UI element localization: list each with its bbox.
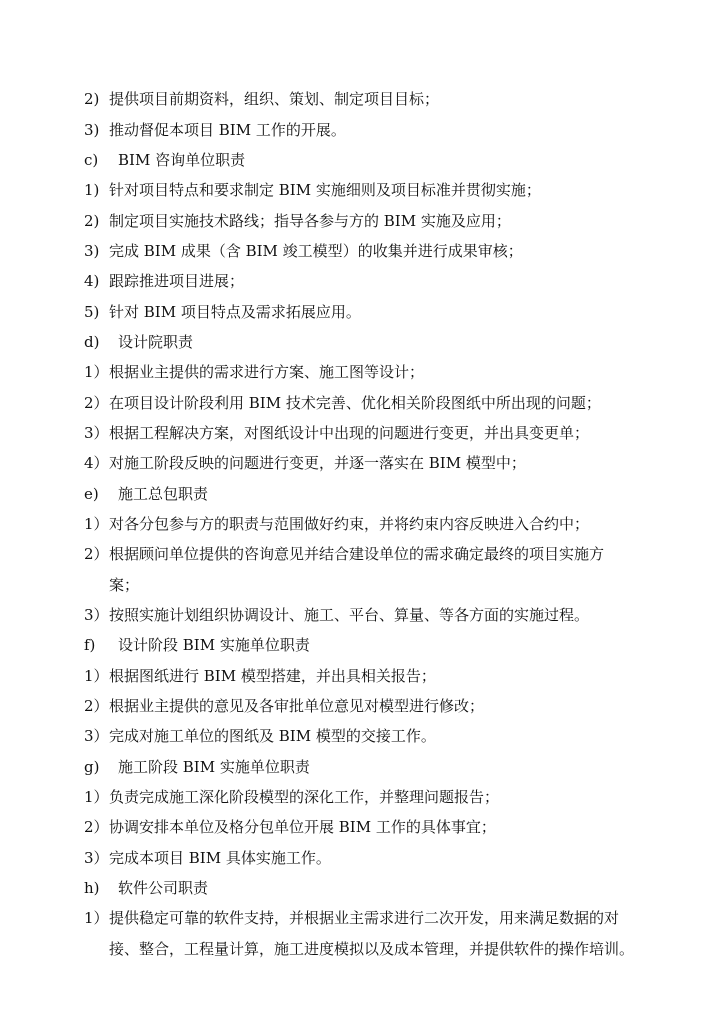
item-number: 3） (84, 424, 109, 442)
item-text: 负责完成施工深化阶段模型的深化工作，并整理问题报告； (109, 788, 500, 806)
item-text: 制定项目实施技术路线；指导各参与方的 BIM 实施及应用； (109, 212, 511, 230)
section-letter: e) (84, 485, 99, 503)
item-text: 根据业主提供的意见及各审批单位意见对模型进行修改； (109, 697, 485, 715)
item-text: 对各分包参与方的职责与范围做好约束，并将约束内容反映进入合约中； (109, 515, 590, 533)
item-number: 1） (84, 909, 109, 927)
item-text: 在项目设计阶段利用 BIM 技术完善、优化相关阶段图纸中所出现的问题； (109, 394, 601, 412)
item-text: 针对 BIM 项目特点及需求拓展应用。 (109, 303, 361, 321)
item-text: 提供项目前期资料，组织、策划、制定项目目标； (109, 90, 440, 108)
item-number: 2） (84, 697, 109, 715)
item-number: 1） (84, 667, 109, 685)
section-title: 软件公司职责 (118, 879, 209, 897)
section-letter: g) (84, 758, 100, 776)
section-letter: f) (84, 636, 96, 654)
item-number: 2） (84, 394, 109, 412)
item-number: 1） (84, 363, 109, 381)
item-text: 根据工程解决方案，对图纸设计中出现的问题进行变更，并出具变更单； (109, 424, 590, 442)
section-letter: h) (84, 879, 100, 897)
item-text: 跟踪推进项目进展； (109, 272, 245, 290)
item-text: 推动督促本项目 BIM 工作的开展。 (109, 121, 346, 139)
item-number: 1） (84, 515, 109, 533)
section-title: BIM 咨询单位职责 (118, 151, 246, 169)
item-text: 提供稳定可靠的软件支持，并根据业主需求进行二次开发，用来满足数据的对 (109, 909, 620, 927)
item-text: 完成对施工单位的图纸及 BIM 模型的交接工作。 (109, 727, 436, 745)
item-text: 针对项目特点和要求制定 BIM 实施细则及项目标准并贯彻实施； (109, 181, 541, 199)
item-text: 按照实施计划组织协调设计、施工、平台、算量、等各方面的实施过程。 (109, 606, 590, 624)
item-text: 案； (109, 576, 140, 594)
item-number: 3) (84, 121, 100, 139)
item-number: 1) (84, 181, 100, 199)
item-number: 1） (84, 788, 109, 806)
item-number: 3） (84, 606, 109, 624)
item-number: 2） (84, 545, 109, 563)
item-number: 2) (84, 90, 100, 108)
item-number: 2） (84, 818, 109, 836)
section-title: 设计院职责 (118, 333, 194, 351)
item-text: 根据顾问单位提供的咨询意见并结合建设单位的需求确定最终的项目实施方 (109, 545, 605, 563)
item-number: 5) (84, 303, 100, 321)
item-text: 根据业主提供的需求进行方案、施工图等设计； (109, 363, 425, 381)
item-number: 4) (84, 272, 100, 290)
item-text: 完成本项目 BIM 具体实施工作。 (109, 849, 331, 867)
section-title: 施工阶段 BIM 实施单位职责 (118, 758, 310, 776)
item-text: 完成 BIM 成果（含 BIM 竣工模型）的收集并进行成果审核； (109, 242, 523, 260)
section-title: 施工总包职责 (118, 485, 209, 503)
section-letter: d) (84, 333, 100, 351)
item-number: 3) (84, 242, 100, 260)
section-letter: c) (84, 151, 99, 169)
item-number: 2) (84, 212, 100, 230)
item-text: 对施工阶段反映的问题进行变更，并逐一落实在 BIM 模型中； (109, 454, 526, 472)
item-number: 3） (84, 727, 109, 745)
item-number: 4） (84, 454, 109, 472)
item-number: 3） (84, 849, 109, 867)
section-title: 设计阶段 BIM 实施单位职责 (118, 636, 310, 654)
item-text: 根据图纸进行 BIM 模型搭建，并出具相关报告； (109, 667, 436, 685)
item-text: 接、整合，工程量计算，施工进度模拟以及成本管理，并提供软件的操作培训。 (109, 940, 635, 958)
item-text: 协调安排本单位及格分包单位开展 BIM 工作的具体事宜； (109, 818, 496, 836)
